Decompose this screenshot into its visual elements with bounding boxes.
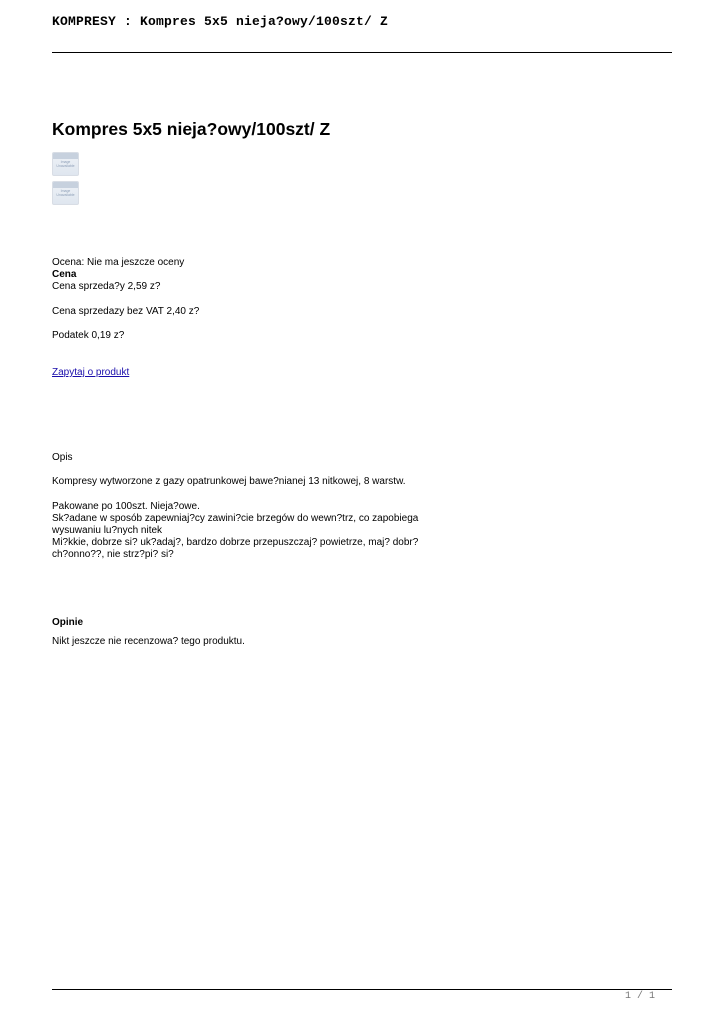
image-unavailable-text: Image Unavailable [56,189,75,197]
description-line: ch?onno??, nie strz?pi? si? [52,549,174,560]
product-image-thumbnail[interactable] [52,152,79,176]
description-line: Sk?adane w sposób zapewniaj?cy zawini?cie brzegów do wewn?trz, co zapobiega [52,513,419,524]
image-unavailable-text: Image Unavailable [56,160,75,168]
description-line: wysuwaniu lu?nych nitek [52,525,163,536]
reviews-empty-text: Nikt jeszcze nie recenzowa? tego produktu. [52,636,245,647]
document-header-title: KOMPRESY : Kompres 5x5 nieja?owy/100szt/ Z [52,14,389,29]
product-image-thumbnail[interactable] [52,181,79,205]
price-net: Cena sprzedazy bez VAT 2,40 z? [52,306,200,317]
page-number: 1 / 1 [624,991,655,1002]
price-gross: Cena sprzeda?y 2,59 z? [52,281,161,292]
description-line: Kompresy wytworzone z gazy opatrunkowej bawe?nianej 13 nitkowej, 8 warstw. [52,476,406,487]
price-heading: Cena [52,269,77,280]
rating-text: Ocena: Nie ma jeszcze oceny [52,257,185,268]
description-line: Pakowane po 100szt. Nieja?owe. [52,501,200,512]
ask-about-product-link[interactable]: Zapytaj o produkt [52,367,130,378]
footer-divider [52,989,672,990]
reviews-heading: Opinie [52,617,84,628]
tax-amount: Podatek 0,19 z? [52,330,125,341]
product-title: Kompres 5x5 nieja?owy/100szt/ Z [52,119,331,139]
header-divider [52,52,672,53]
description-heading: Opis [52,452,73,463]
description-line: Mi?kkie, dobrze si? uk?adaj?, bardzo dobrze przepuszczaj? powietrze, maj? dobr? [52,537,419,548]
